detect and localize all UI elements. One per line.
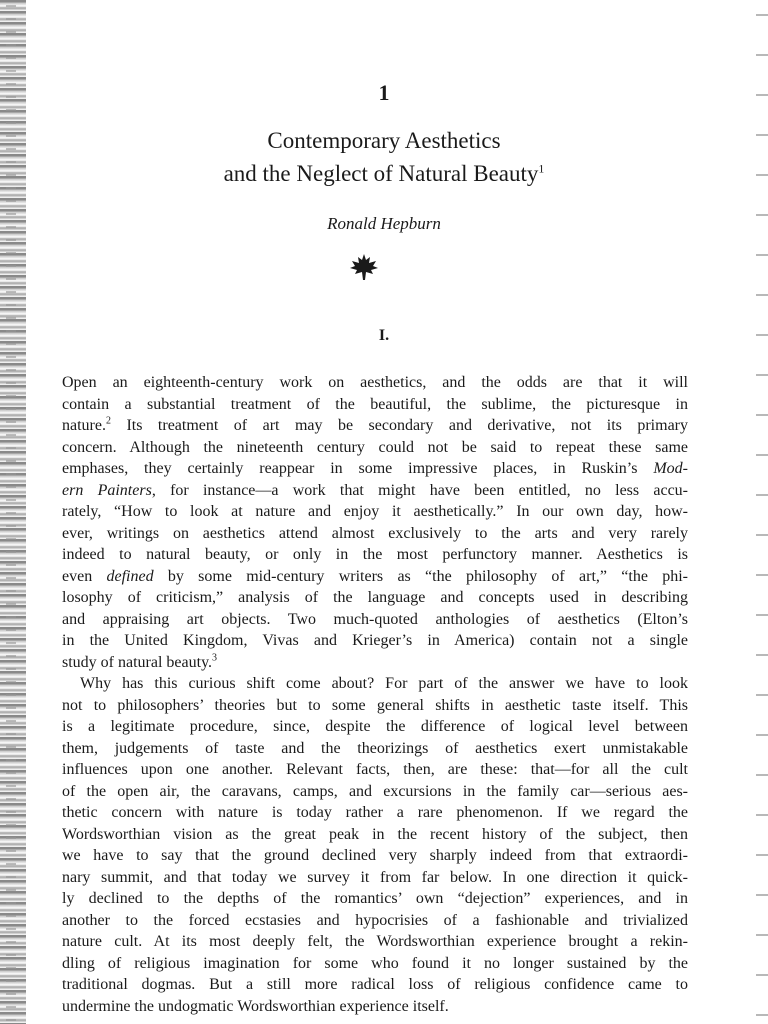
text-line: dling of religious imagination for some who found it no longer sustained by the: [62, 954, 688, 972]
chapter-number: 1: [378, 80, 390, 105]
text-line: concern. Although the nineteenth century could not be said to repeat these same: [62, 438, 688, 456]
text-line: indeed to natural beauty, or only in the most perfunctory manner. Aesthetics is: [62, 546, 688, 563]
text-line: nature.$^2$ Its treatment of art may be secondary and derivative, not its primary: [62, 415, 688, 434]
paragraph-2: [62, 673, 688, 1017]
text-line: thetic concern with nature is today rather a rare phenomenon. If we regard the: [62, 804, 688, 821]
chapter-title-line-2: [0, 157, 768, 190]
footnote-marker: 2: [105, 415, 111, 427]
text-line: them, judgements of taste and the theorizings of aesthetics exert unmistakable: [62, 739, 688, 757]
text-line: undermine the undogmatic Wordsworthian experience itself.: [62, 997, 449, 1015]
text-line: Open an eighteenth-century work on aesthetics, and the odds are that it will: [62, 374, 688, 391]
text-line: and appraising art objects. Two much-quoted anthologies of aesthetics (Elton’s: [62, 610, 688, 628]
title-footnote-marker: 1: [538, 161, 545, 176]
text-line: Wordsworthian vision as the great peak in the recent history of the subject, then: [62, 825, 688, 843]
text-line: not to philosophers’ theories but to some general shifts in aesthetic taste itself. This: [62, 696, 688, 714]
text-line: in the United Kingdom, Vivas and Krieger’s in America) contain not a single: [62, 632, 688, 649]
chapter-title-line-1: Contemporary Aesthetics: [267, 128, 501, 153]
maple-leaf-icon: [349, 253, 379, 281]
paragraph-1: [62, 372, 688, 673]
section-heading: I.: [378, 327, 390, 344]
text-line: rately, “How to look at nature and enjoy it aesthetically.” In our own day, how-: [62, 503, 688, 520]
body-text: [62, 372, 688, 1017]
text-line: emphases, they certainly reappear in some impressive places, in Ruskin’s Mod-: [62, 460, 688, 477]
footnote-marker: 3: [212, 652, 218, 664]
author-name: Ronald Hepburn: [327, 214, 441, 233]
text-line: is a legitimate procedure, since, despite the difference of logical level between: [62, 718, 688, 735]
text-line: ever, writings on aesthetics attend almost exclusively to the arts and very rarely: [62, 524, 688, 542]
chapter-title: [0, 124, 768, 190]
text-line: traditional dogmas. But a still more radical loss of religious confidence came to: [62, 976, 688, 993]
text-line: study of natural beauty.$^3$: [62, 652, 218, 671]
text-line: contain a substantial treatment of the beautiful, the sublime, the picturesque in: [62, 395, 688, 413]
text-line: Why has this curious shift come about? For part of the answer we have to look: [80, 675, 688, 692]
text-line: influences upon one another. Relevant facts, then, are these: that—for all the cult: [62, 761, 688, 778]
text-line: losophy of criticism,” analysis of the language and concepts used in describing: [62, 589, 688, 606]
text-line: even defined by some mid-century writers as “the philosophy of art,” “the phi-: [62, 567, 689, 585]
text-line: we have to say that the ground declined very sharply indeed from that extraordi-: [62, 847, 688, 864]
text-line: of the open air, the caravans, camps, and excursions in the family car—serious aes-: [62, 782, 688, 800]
text-line: nary summit, and that today we survey it from far below. In one direction it quick-: [62, 868, 688, 886]
text-line: nature cult. At its most deeply felt, the Wordsworthian experience brought a rekin-: [62, 933, 688, 950]
text-line: ly declined to the depths of the romantics’ own “dejection” experiences, and in: [62, 890, 688, 907]
text-line: ern Painters, for instance—a work that might have been entitled, no less accu-: [62, 481, 689, 499]
text-line: another to the forced ecstasies and hypocrisies of a fashionable and trivialized: [62, 911, 688, 929]
chapter-title-line-2-text: and the Neglect of Natural Beauty: [223, 161, 539, 186]
